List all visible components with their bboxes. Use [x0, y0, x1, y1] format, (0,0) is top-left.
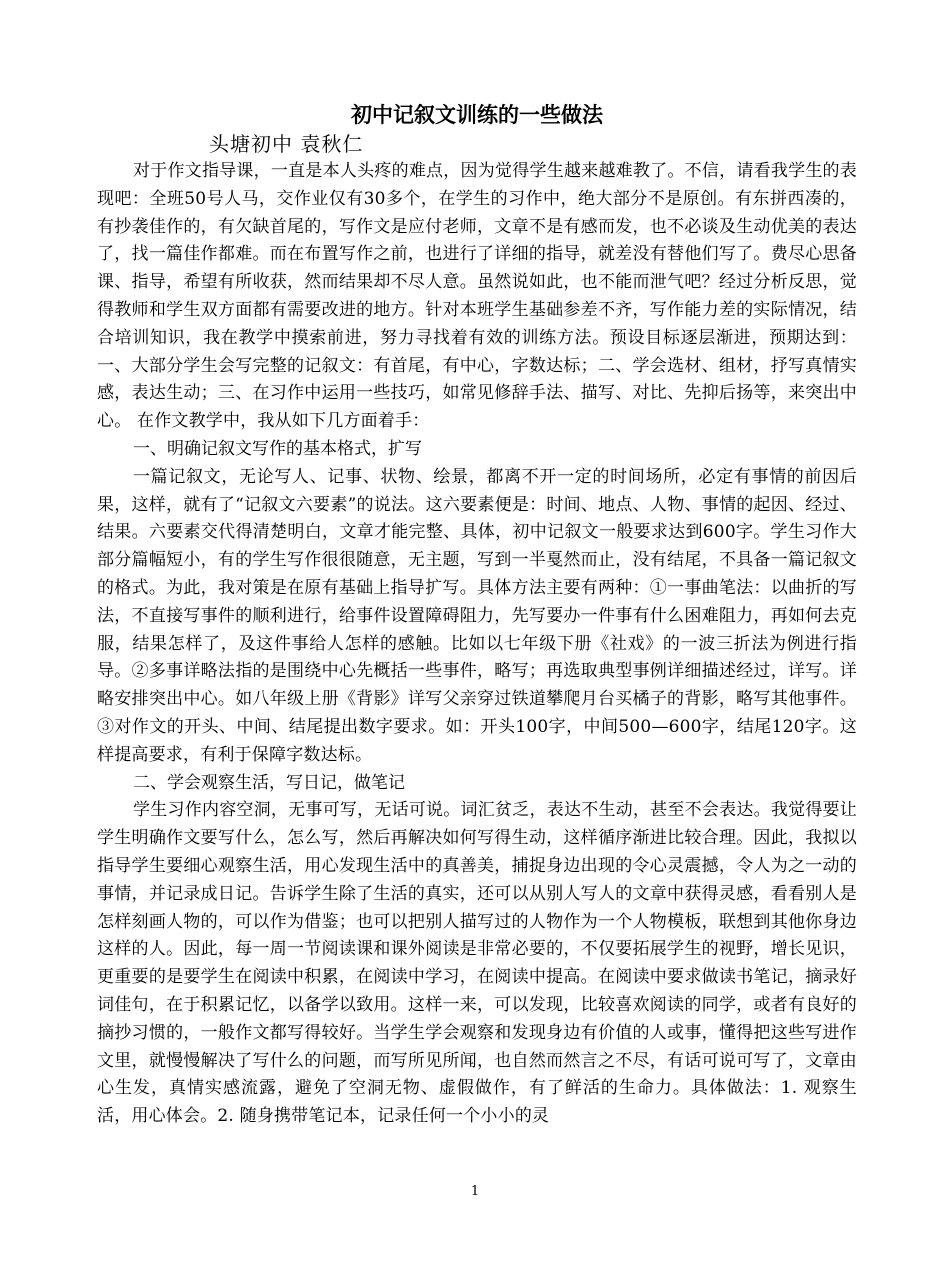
- document-title: 初中记叙文训练的一些做法: [351, 103, 603, 127]
- page-number: 1: [470, 1184, 480, 1199]
- paragraph-intro: 对于作文指导课，一直是本人头疼的难点，因为觉得学生越来越难教了。不信，请看我学生的表现吧：全班50号人马，交作业仅有30多个，在学生的习作中，绝大部分不是原创。有东拼西凑的，有抄袭佳作的，有欠缺首尾的，写作文是应付老师，文章不是有感而发，也不必谈及生动优美的表达了，找一篇佳作都难。而在布置写作之前，也进行了详细的指导，就差没有替他们写了。费尽心思备课、指导，希望有所收获，然而结果却不尽人意。虽然说如此，也不能而泄气吧？经过分析反思，觉得教师和学生双方面都有需要改进的地方。针对本班学生基础参差不齐，写作能力差的实际情况，结合培训知识，我在教学中摸索前进，努力寻找着有效的训练方法。预设目标逐层渐进，预期达到：一、大部分学生会写完整的记叙文：有首尾，有中心，字数达标；二、学会选材、组材，抒写真情实感，表达生动；三、在习作中运用一些技巧，如常见修辞手法、描写、对比、先抑后扬等，来突出中心。 在作文教学中，我从如下几方面着手：: [97, 161, 857, 432]
- paragraph-section-1: 一篇记叙文，无论写人、记事、状物、绘景，都离不开一定的时间场所，必定有事情的前因后果，这样，就有了“记叙文六要素”的说法。这六要素便是：时间、地点、人物、事情的起因、经过、结果。六要素交代得清楚明白，文章才能完整、具体，初中记叙文一般要求达到600字。学生习作大部分篇幅短小，有的学生写作很很随意，无主题，写到一半戛然而止，没有结尾，不具备一篇记叙文的格式。为此，我对策是在原有基础上指导扩写。具体方法主要有两种：①一事曲笔法：以曲折的写法，不直接写事件的顺利进行，给事件设置障碍阻力，先写要办一件事有什么困难阻力，再如何去克服，结果怎样了，及这件事给人怎样的感触。比如以七年级下册《社戏》的一波三折法为例进行指导。②多事详略法指的是围绕中心先概括一些事件，略写；再选取典型事例详细描述经过，详写。详略安排突出中心。如八年级上册《背影》详写父亲穿过铁道攀爬月台买橘子的背影，略写其他事件。③对作文的开头、中间、结尾提出数字要求。如：开头100字，中间500—600字，结尾120字。这样提高要求，有利于保障字数达标。: [97, 466, 857, 765]
- section-heading-2: 二、学会观察生活，写日记，做笔记: [133, 772, 405, 793]
- section-heading-1: 一、明确记叙文写作的基本格式，扩写: [133, 438, 422, 459]
- paragraph-section-2: 学生习作内容空洞，无事可写，无话可说。词汇贫乏，表达不生动，甚至不会表达。我觉得要让学生明确作文要写什么，怎么写，然后再解决如何写得生动，这样循序渐进比较合理。因此，我拟以指导学生要细心观察生活，用心发现生活中的真善美，捕捉身边出现的令心灵震撼，令人为之一动的事情，并记录成日记。告诉学生除了生活的真实，还可以从别人写人的文章中获得灵感，看看别人是怎样刻画人物的，可以作为借鉴；也可以把别人描写过的人物作为一个人物模板，联想到其他你身边这样的人。因此，每一周一节阅读课和课外阅读是非常必要的，不仅要拓展学生的视野，增长见识，更重要的是要学生在阅读中积累，在阅读中学习，在阅读中提高。在阅读中要求做读书笔记，摘录好词佳句，在于积累记忆，以备学以致用。这样一来，可以发现，比较喜欢阅读的同学，或者有良好的摘抄习惯的，一般作文都写得较好。当学生学会观察和发现身边有价值的人或事，懂得把这些写进作文里，就慢慢解决了写什么的问题，而写所见所闻，也自然而然言之不尽，有话可说可写了，文章由心生发，真情实感流露，避免了空洞无物、虚假做作，有了鲜活的生命力。具体做法：1. 观察生活，用心体会。2. 随身携带笔记本，记录任何一个小小的灵: [97, 800, 857, 1127]
- document-page: [97, 100, 857, 1131]
- author-line: 头塘初中 袁秋仁: [209, 132, 364, 156]
